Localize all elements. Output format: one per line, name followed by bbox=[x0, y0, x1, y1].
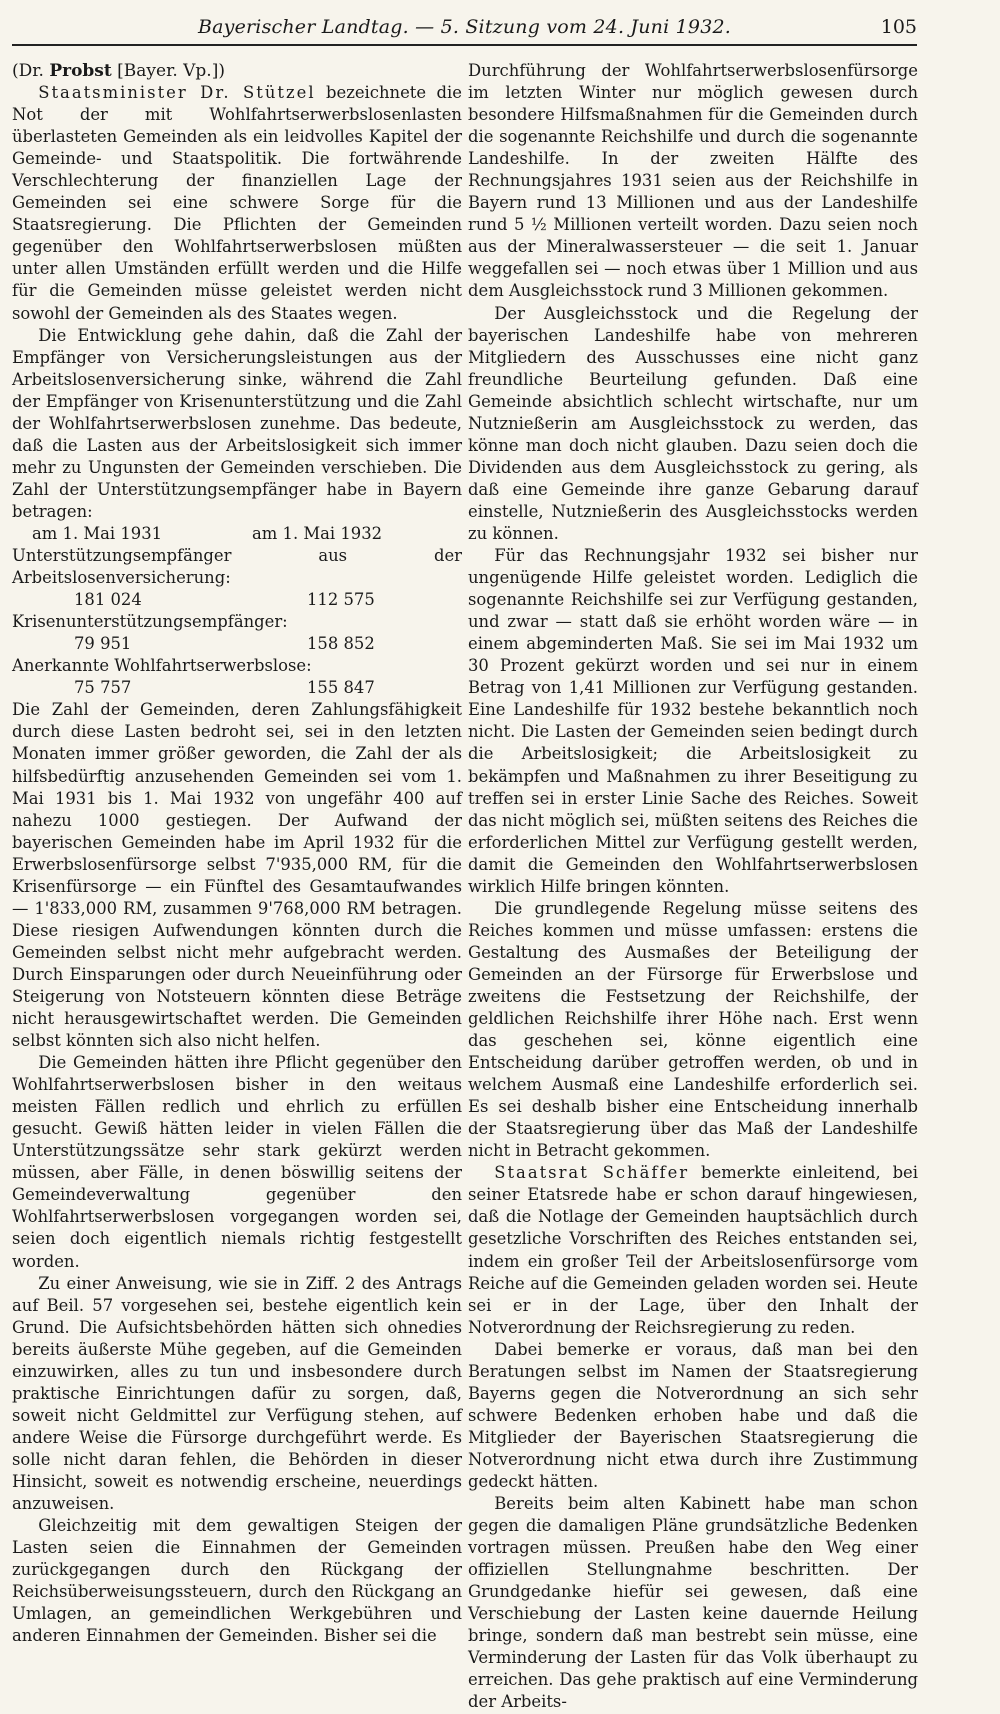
table-row-label: Unterstützungsempfänger aus der Arbeitslosenversicherung: bbox=[12, 546, 462, 588]
paragraph: Der Ausgleichsstock und die Regelung der bayerischen Landeshilfe habe von mehreren Mitgliedern des Ausschusses eine nicht ganz freundliche Beurteilung gefunden. Daß eine Gemeinde absichtlich schlecht wirtschafte, nur um Nutznießerin am Ausgleichsstock zu werden, das könne man doch nicht glauben. Dazu seien doch die Dividenden aus dem Ausgleichsstock zu gering, als daß eine Gemeinde ihre ganze Gebarung darauf einstelle, Nutznießerin des Ausgleichsstocks werden zu können. bbox=[468, 303, 918, 543]
paragraph: Die Entwicklung gehe dahin, daß die Zahl der Empfänger von Versicherungsleistungen aus der Arbeitslosenversicherung sinke, während die Zahl der Empfänger von Krisenunterstützung und die Zahl der Wohlfahrtserwerbslosen zunehme. Das bedeute, daß die Lasten aus der Arbeitslosigkeit sich immer mehr zu Ungunsten der Gemeinden verschieben. Die Zahl der Unterstützungsempfänger habe in Bayern betragen: bbox=[12, 325, 462, 521]
table-col1-head: am 1. Mai 1931 bbox=[32, 523, 163, 543]
table-row bbox=[12, 633, 462, 655]
table-cell: 181 024 bbox=[74, 590, 142, 610]
speaker-name: Probst bbox=[49, 61, 112, 81]
paragraph: Zu einer Anweisung, wie sie in Ziff. 2 des Antrags auf Beil. 57 vorgesehen sei, bestehe eigentlich kein Grund. Die Aufsichtsbehörden hätten sich ohnedies bereits äußerste Mühe gegeben, auf die Gemeinden einzuwirken, alles zu tun und insbesondere durch praktische Einrichtungen dafür zu sorgen, daß, soweit nicht Geldmittel zur Verfügung stehen, auf andere Weise die Fürsorge durchgeführt werde. Es solle nicht daran fehlen, die Behörden in dieser Hinsicht, soweit es notwendig erscheine, neuerdings anzuweisen. bbox=[12, 1273, 462, 1514]
speaker-inline: Staatsrat Schäffer bbox=[494, 1163, 690, 1183]
page-header bbox=[12, 10, 917, 46]
paragraph: Für das Rechnungsjahr 1932 sei bisher nur ungenügende Hilfe geleistet worden. Lediglich die sogenannte Reichshilfe sei zur Verfügung gestanden, und zwar — statt daß sie erhöht worden wäre — in einem abgeminderten Maß. Sie sei im Mai 1932 um 30 Prozent gekürzt worden und sei nur in einem Betrag von 1,41 Millionen zur Verfügung gestanden. Eine Landeshilfe für 1932 bestehe bekanntlich noch nicht. Die Lasten der Gemeinden seien bedingt durch die Arbeitslosigkeit; die Arbeitslosigkeit zu bekämpfen und Maßnahmen zu ihrer Beseitigung zu treffen sei in erster Linie Sache des Reiches. Soweit das nicht möglich sei, müßten seitens des Reiches die erforderlichen Mittel zur Verfügung gestellt werden, damit die Gemeinden den Wohlfahrtserwerbslosen wirklich Hilfe bringen könnten. bbox=[468, 546, 918, 896]
paragraph: Staatsrat Schäffer bemerkte einleitend, bei seiner Etatsrede habe er schon darauf hingewiesen, daß die Notlage der Gemeinden hauptsächlich durch gesetzliche Vorschriften des Reiches entstanden sei, indem ein großer Teil der Arbeitslosenfürsorge vom Reiche auf die Gemeinden geladen worden sei. Heute sei er in der Lage, über den Inhalt der Notverordnung der Reichsregierung zu reden. bbox=[468, 1163, 919, 1337]
paragraph: Gleichzeitig mit dem gewaltigen Steigen der Lasten seien die Einnahmen der Gemeinden zurückgegangen durch den Rückgang der Reichsüberweisungssteuern, durch den Rückgang an Umlagen, an gemeindlichen Werkgebühren und anderen Einnahmen der Gemeinden. Bisher sei die bbox=[12, 1516, 462, 1646]
paragraph: Dabei bemerke er voraus, daß man bei den Beratungen selbst im Namen der Staatsregierung Bayerns gegen die Notverordnung an sich sehr schwere Bedenken erhoben habe und daß die Mitglieder der Bayerischen Staatsregierung die Notverordnung nicht etwa durch ihre Zustimmung gedeckt hätten. bbox=[468, 1339, 918, 1491]
speaker-open: (Dr. bbox=[12, 61, 44, 81]
table-cell: 158 852 bbox=[307, 634, 375, 654]
page-number: 105 bbox=[880, 16, 917, 38]
table-col2-head: am 1. Mai 1932 bbox=[252, 523, 383, 543]
speaker-tag bbox=[12, 60, 462, 82]
paragraph: Die Zahl der Gemeinden, deren Zahlungsfähigkeit durch diese Lasten bedroht sei, sei in den letzten Monaten immer größer geworden, die Zahl der als hilfsbedürftig anzusehenden Gemeinden sei vom 1. Mai 1931 bis 1. Mai 1932 von ungefähr 400 auf nahezu 1000 gestiegen. Der Aufwand der bayerischen Gemeinden habe im April 1932 für die Erwerbslosenfürsorge selbst 7'935,000 RM, für die Krisenfürsorge — ein Fünftel des Gesamtaufwandes — 1'833,000 RM, zusammen 9'768,000 RM betragen. Diese riesigen Aufwendungen könnten durch die Gemeinden selbst nicht mehr aufgebracht werden. Durch Einsparungen oder durch Neueinführung oder Steigerung von Notsteuern könnten diese Beträge nicht herausgewirtschaftet werden. Die Gemeinden selbst könnten sich also nicht helfen. bbox=[12, 700, 462, 1051]
table-row bbox=[12, 589, 462, 611]
header-title: Bayerischer Landtag. — 5. Sitzung vom 24. Juni 1932. bbox=[197, 16, 732, 38]
table-cell: 155 847 bbox=[307, 678, 375, 698]
left-column bbox=[12, 60, 462, 1647]
table-cell: 112 575 bbox=[307, 590, 375, 610]
table-row bbox=[12, 677, 462, 699]
table-cell: 79 951 bbox=[74, 634, 132, 654]
table-header-row bbox=[12, 523, 462, 545]
table-row-label: Krisenunterstützungsempfänger: bbox=[12, 612, 288, 632]
paragraph: Bereits beim alten Kabinett habe man schon gegen die damaligen Pläne grundsätzliche Bedenken vortragen müssen. Preußen habe den Weg einer offiziellen Stellungnahme beschritten. Der Grundgedanke hiefür sei gewesen, daß eine Verschiebung der Lasten keine dauernde Heilung bringe, sondern daß man bestrebt sein müsse, eine Verminderung der Lasten für das Volk überhaupt zu erreichen. Das gehe praktisch auf eine Verminderung der Arbeits- bbox=[468, 1494, 918, 1712]
table-row-label: Anerkannte Wohlfahrtserwerbslose: bbox=[12, 656, 312, 676]
table-cell: 75 757 bbox=[74, 678, 132, 698]
right-column bbox=[468, 60, 918, 1714]
speaker-party: [Bayer. Vp.]) bbox=[117, 61, 225, 81]
paragraph: Durchführung der Wohlfahrtserwerbslosenfürsorge im letzten Winter nur möglich gewesen durch besondere Hilfsmaßnahmen für die Gemeinden durch die sogenannte Reichshilfe und durch die sogenannte Landeshilfe. In der zweiten Hälfte des Rechnungsjahres 1931 seien aus der Reichshilfe in Bayern rund 13 Millionen und aus der Landeshilfe rund 5 ½ Millionen verteilt worden. Dazu seien noch aus der Mineralwassersteuer — die seit 1. Januar weggefallen sei — noch etwas über 1 Million und aus dem Ausgleichsstock rund 3 Millionen gekommen. bbox=[468, 61, 918, 301]
paragraph: Staatsminister Dr. Stützel bezeichnete die Not der mit Wohlfahrtserwerbslosenlasten überlasteten Gemeinden als ein leidvolles Kapitel der Gemeinde- und Staatspolitik. Die fortwährende Verschlechterung der finanziellen Lage der Gemeinden sei eine schwere Sorge für die Staatsregierung. Die Pflichten der Gemeinden gegenüber den Wohlfahrtserwerbslosen müßten unter allen Umständen erfüllt werden und die Hilfe für die Gemeinden müsse geleistet werden nicht sowohl der Gemeinden als des Staates wegen. bbox=[12, 83, 462, 323]
paragraph: Die grundlegende Regelung müsse seitens des Reiches kommen und müsse umfassen: erstens die Gestaltung des Ausmaßes der Beteiligung der Gemeinden an der Fürsorge für Erwerbslose und zweitens die Festsetzung der Reichshilfe, der geldlichen Reichshilfe ihrer Höhe nach. Erst wenn das geschehen sei, könne eigentlich eine Entscheidung darüber getroffen werden, ob und in welchem Ausmaß eine Landeshilfe erforderlich sei. Es sei deshalb bisher eine Entscheidung innerhalb der Staatsregierung über das Maß der Landeshilfe nicht in Betracht gekommen. bbox=[468, 898, 918, 1161]
speaker-inline: Staatsminister Dr. Stützel bbox=[38, 83, 316, 103]
statistics-table bbox=[12, 523, 462, 699]
paragraph: Die Gemeinden hätten ihre Pflicht gegenüber den Wohlfahrtserwerbslosen bisher in den weitaus meisten Fällen redlich und ehrlich zu erfüllen gesucht. Gewiß hätten leider in vielen Fällen die Unterstützungssätze sehr stark gekürzt werden müssen, aber Fälle, in denen böswillig seitens der Gemeindeverwaltung gegenüber den Wohlfahrtserwerbslosen vorgegangen worden sei, seien doch eigentlich niemals richtig festgestellt worden. bbox=[12, 1053, 462, 1271]
